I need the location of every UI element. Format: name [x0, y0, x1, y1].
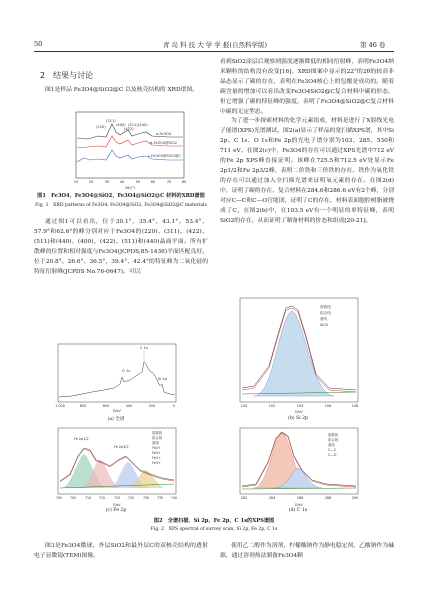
bottom-left-text: 图3是Fe3O4微球、外层SiO2和最外层C的双核壳结构的透射电子显微镜(TEM)图像。	[34, 543, 208, 559]
fig1-xtick: 70	[166, 180, 172, 184]
fig1-xtick: 20	[88, 180, 94, 184]
fig1-xtick: 10	[73, 180, 79, 184]
fig2d-legend-fit: 拟合线	[328, 438, 339, 442]
fig1-caption-cn: 图1 Fe3O4、Fe3O4@SiO2、Fe3O4@SiO2@C 材料的XRD谱图	[37, 193, 205, 199]
fig2c-legend-base: 基线	[152, 441, 159, 445]
fig2c-xlabel: E/eV	[113, 503, 121, 507]
fig2c-xtick: 735	[156, 496, 164, 500]
fig2c-xtick: 730	[142, 496, 150, 500]
fig2b-label: (b) Si 2p	[288, 416, 308, 421]
fig1-legend-b: b-Fe3O4@SiO2	[150, 141, 178, 145]
fig2a-xtick: 400	[125, 404, 133, 408]
fig1-legend-a: a-Fe3O4	[156, 132, 171, 136]
fig2c-legend-raw: 原数线	[152, 431, 163, 435]
page-number: 50	[34, 40, 43, 48]
fig2c-xtick: 715	[98, 496, 106, 500]
fig1-legend-c: c-Fe3O4@SiO2@C	[148, 154, 181, 158]
fig2b-xtick: 104	[296, 404, 304, 408]
fig2c-fe2p-chart	[52, 426, 180, 508]
right-column	[220, 58, 394, 226]
fig2d-xtick: 284	[268, 496, 276, 500]
fig2a-xlabel: E/eV	[113, 409, 121, 413]
fig2c-xtick: 710	[84, 496, 92, 500]
section-title: 2 结果与讨论	[40, 71, 94, 80]
fig2d-legend-cc: C—C	[328, 448, 337, 452]
fig1-xtick: 30	[104, 180, 110, 184]
fig2b-si2p-chart	[234, 296, 362, 416]
fig1-plot-frame	[76, 112, 184, 178]
fig2a-xtick: 1 000	[55, 404, 65, 408]
fig2-caption-en: Fig. 2 XPS spectral of survey scan, Si 2p, Fe 2p, C 1s	[150, 527, 278, 532]
fig2b-xtick: 102	[268, 404, 276, 408]
fig2d-legend-base: 基线	[328, 443, 335, 447]
fig2-caption-cn: 图2 全谱扫描、Si 2p、Fe 2p、C 1s的XPS谱图	[153, 518, 275, 524]
volume: 第 46 卷	[360, 41, 386, 49]
fig2c-legend-fe2a: Fe2+	[152, 446, 161, 450]
fig2c-peak-fe2p32: Fe 2p3/2	[114, 445, 129, 449]
fig1-xtick: 40	[119, 180, 125, 184]
fig2a-peak-c1s: C 1s	[140, 346, 148, 350]
fig2d-legend-raw: 原数线	[328, 433, 339, 437]
fig2d-label: (d) C 1s	[288, 508, 308, 513]
fig2b-xtick: 108	[351, 404, 359, 408]
fig2c-xtick: 700	[55, 496, 63, 500]
left-paragraph-2	[34, 218, 208, 277]
fig2c-legend-fe3a: Fe3+	[152, 451, 161, 455]
fig2b-xtick: 106	[324, 404, 332, 408]
left-paragraph-1	[34, 86, 208, 96]
fig2c-xtick: 725	[127, 496, 135, 500]
bottom-right-paragraph	[220, 542, 394, 562]
right-p1-text: 看到SiO2涂层后观察到强度逐渐降低的相同衍射峰，表明Fe3O4纳米颗粒的结构没有改变[16]。XRD图案中显示的22°的2θ的较高非晶态显示了碳的存在，表明在Fe3O4核心上的包覆是成功的。随着碳含量的增加可以看出改变Fe3O4SiO2@C复合材料中碳的形态，但它增强了碳的特征峰的强度，表明了Fe3O4@SiO2@C复合材料中碳的无定型态。	[220, 59, 394, 115]
fig1-peak-511: (511)	[128, 123, 138, 127]
fig2d-legend-co: C—O	[328, 453, 337, 457]
fig2d-xtick: 286	[296, 496, 304, 500]
fig2a-survey-chart	[52, 342, 180, 414]
fig2c-legend-fe2b: Fe2+	[152, 456, 161, 460]
header-rule	[34, 51, 394, 52]
bottom-right-text: 使用乙二醇作为溶剂，柠檬酸钠作为静电稳定剂，乙酸钠作为碱源，通过溶剂热法制备Fe3O4颗	[220, 543, 394, 559]
fig1-peak-400: (400)	[116, 123, 126, 127]
fig2a-peak-si2p: Si 2p	[158, 377, 167, 381]
fig2a-peak-o1s: O 1s	[122, 369, 131, 373]
fig2b-xtick: 100	[240, 404, 248, 408]
bottom-left-paragraph	[34, 542, 208, 562]
fig1-xtick: 60	[150, 180, 156, 184]
fig1-peak-440: (440)	[138, 123, 148, 127]
fig2b-legend-sio2: SiO2	[320, 323, 329, 327]
fig1-xtick: 50	[135, 180, 141, 184]
fig2a-xtick: 800	[79, 404, 87, 408]
left-p2-text: 通过图1可以看出，位于30.1°、35.4°、43.1°、53.4°、57.9°和62.6°的峰分别对应于Fe3O4的(220)、(311)、(422)、(511)和(440)、(400)、(422)、(511)和(440)晶面平面。所有扩散峰的位置和相对强度与Fe3O4(JCPDS,85-1436)平面匹配良好。位于20.8°、26.6°、36.5°、39.4°、42.4°的特征峰为二氧化硅的特征衍射峰(JCPDS No.76-0647)。可以	[34, 219, 208, 275]
fig1-peak-220: (220)	[96, 125, 106, 129]
left-p1-text: 图1是样品 Fe3O4@SiO2@C 以及核壳结构的 XRD谱图。	[45, 87, 199, 93]
fig2d-c1s-chart	[234, 426, 362, 508]
fig2b-xlabel: E/eV	[295, 410, 303, 414]
fig2b-legend-base: 基线	[320, 317, 328, 321]
fig2c-label: (c) Fe 2p	[105, 508, 127, 513]
fig2c-legend-fe3b: Fe3+	[152, 461, 161, 465]
fig2d-xtick: 290	[351, 496, 359, 500]
fig2d-xlabel: E/eV	[295, 503, 303, 507]
fig2c-peak-fe2p12: Fe 2p1/2	[74, 437, 89, 441]
right-p2-text: 为了进一步探索材料的化学元素组成，材料是进行了X射线光电子能谱(XPS)光谱测试。图2(a)显示了样品的宽扫描XPS谱，其中Si 2p、C 1s、O 1s和Fe 2p的光电子谱分别为103、285、530和711 eV。在图2(c)中，Fe3O4的存在可以通过XPS光谱中712 eV的Fe 2p XPS峰直接证明。该峰在725.5和712.5 eV处显示Fe 2p1/2和Fe 2p3/2峰，表明二价铁和三价铁的存在。铁作为氧化铁的存在可以通过加入全扫描光谱来证明氧元素的存在。在图2(d)中，证明了碳的存在，复合材料在284.6和286.6 eV有2个峰，分别对应C—C和C—O官能团，证明了C的存在，材料表面胞腔树脂被烧成了C，在图2(b)中，在103.5 eV有一个明显的单特征峰，表明SiO2的存在，从而证明了制备材料的价态和组成[20-21]。	[220, 118, 394, 224]
fig2a-label: (a) 全谱	[107, 417, 125, 422]
fig1-peak-311: (311)	[106, 119, 116, 123]
fig2c-xtick: 720	[113, 496, 121, 500]
fig1-xtick: 80	[181, 180, 187, 184]
fig2d-xtick: 282	[240, 496, 248, 500]
fig1-peak-422: (422)	[124, 127, 134, 131]
fig2a-xtick: 600	[102, 404, 110, 408]
fig2c-legend-fit: 拟合线	[152, 436, 163, 440]
fig1-xlabel: 2θ/(°)	[124, 186, 136, 190]
fig2d-xtick: 288	[324, 496, 332, 500]
fig2a-xtick: 0	[172, 404, 176, 408]
fig1-xrd-chart	[68, 110, 188, 190]
fig2c-xtick: 740	[170, 496, 178, 500]
fig2a-xtick: 200	[148, 404, 156, 408]
fig2c-xtick: 705	[69, 496, 77, 500]
fig2b-legend-fit: 拟合线	[320, 311, 331, 315]
journal-title: 青 岛 科 技 大 学 学 报(自然科学版)	[162, 41, 268, 49]
fig1-caption-en: Fig. 1 XRD patterns of Fe3O4, Fe3O4@SiO2, Fe3O4@SiO2@C materials	[35, 203, 207, 208]
fig2b-legend-raw: 原数线	[320, 305, 331, 309]
